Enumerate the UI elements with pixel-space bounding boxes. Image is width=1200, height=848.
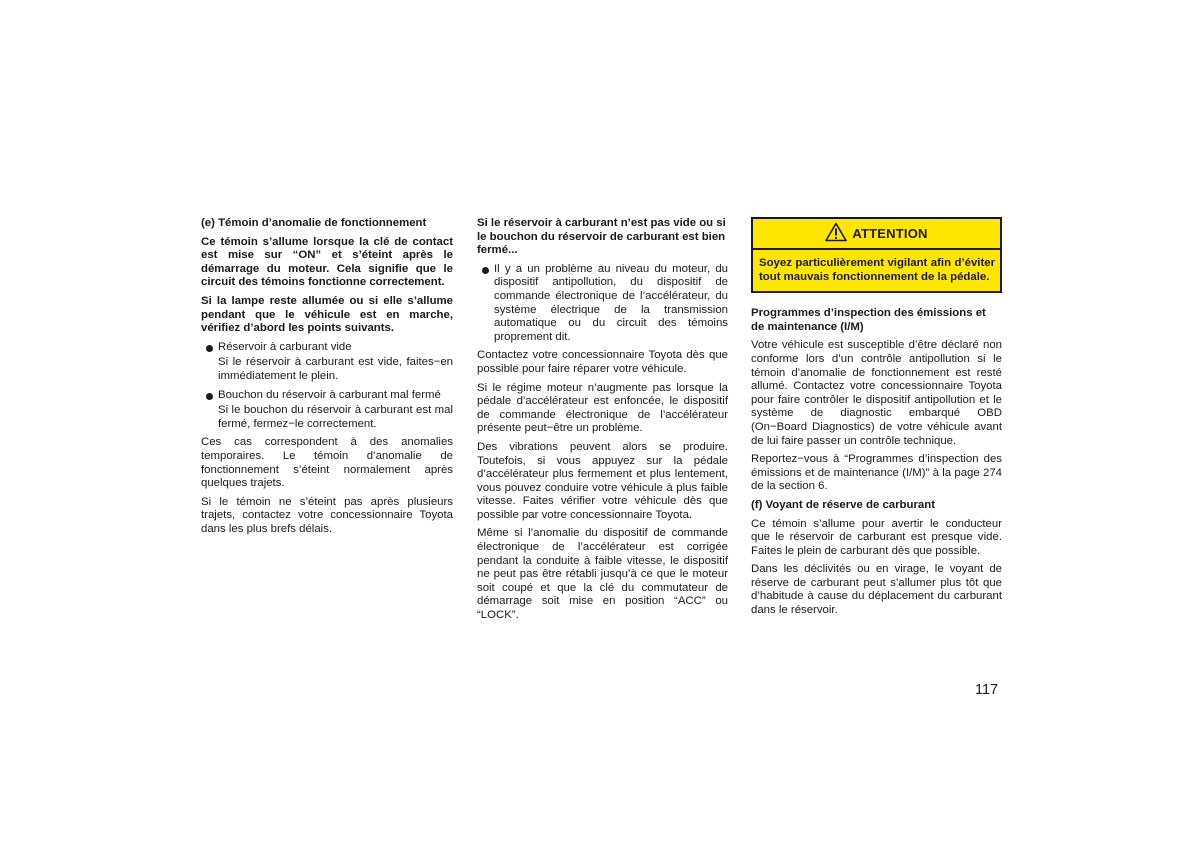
section-heading-tank-not-empty: Si le réservoir à carburant n’est pas vide ou si le bouchon du réservoir de carburant est bien fermé... — [477, 217, 726, 257]
paragraph-slopes-turns: Dans les déclivités ou en virage, le voyant de réserve de carburant peut s’allumer plus tôt que d’habitude à cause du déplacement du carburant dans le réservoir. — [751, 563, 1002, 617]
section-heading-fuel-reserve: (f) Voyant de réserve de carburant — [751, 498, 935, 511]
bullet-dot-icon — [206, 345, 213, 352]
paragraph-see-page: Reportez−vous à “Programmes d’inspection des émissions et de maintenance (I/M)” à la page 274 de la section 6. — [751, 453, 1002, 493]
page-number: 117 — [975, 682, 999, 698]
attention-label: ATTENTION — [852, 225, 928, 241]
column-middle — [477, 217, 728, 628]
attention-box — [751, 217, 1002, 293]
paragraph-contact-dealer: Si le témoin ne s’éteint pas après plusieurs trajets, contactez votre concessionnaire Toyota dans les plus brefs délais. — [201, 495, 453, 535]
bullet-item-empty-tank — [201, 341, 453, 355]
attention-text: Soyez particulièrement vigilant afin d’éviter tout mauvais fonctionnement de la pédale. — [759, 257, 995, 283]
paragraph-fuel-reserve: Ce témoin s’allume pour avertir le conducteur que le réservoir de carburant est presque vide. Faites le plein de carburant dès que possible. — [751, 517, 1002, 557]
paragraph-contact-dealer-repair: Contactez votre concessionnaire Toyota dès que possible pour faire réparer votre véhicule. — [477, 349, 728, 375]
paragraph-indicator-stays-on: Si la lampe reste allumée ou si elle s’allume pendant que le véhicule est en marche, vérifiez d’abord les points suivants. — [201, 294, 453, 335]
bullet-item-engine-problem — [477, 263, 728, 345]
bullet-dot-icon — [482, 267, 489, 274]
column-right — [751, 217, 1002, 623]
bullet-item-loose-cap — [201, 389, 453, 403]
column-left — [201, 217, 453, 541]
paragraph-engine-speed: Si le régime moteur n’augmente pas lorsque la pédale d’accélérateur est enfoncée, le dispositif de commande électronique de l’accélérateur présente peut−être un problème. — [477, 381, 728, 435]
bullet-text: Réservoir à carburant vide — [218, 340, 352, 353]
paragraph-vibrations: Des vibrations peuvent alors se produire. Toutefois, si vous appuyez sur la pédale d’accélérateur plus fermement et plus lentement, vous pouvez conduire votre véhicule à plus faible vitesse. Faites vérifier votre véhicule dès que possible par votre concessionnaire Toyota. — [477, 440, 728, 521]
bullet-detail-loose-cap: Si le bouchon du réservoir à carburant est mal fermé, fermez−le correctement. — [218, 404, 453, 430]
bullet-detail-empty-tank: Si le réservoir à carburant est vide, faites−en immédiatement le plein. — [218, 356, 453, 382]
bullet-dot-icon — [206, 393, 213, 400]
bullet-text: Bouchon du réservoir à carburant mal fermé — [218, 388, 441, 401]
paragraph-temporary-anomalies: Ces cas correspondent à des anomalies temporaires. Le témoin d’anomalie de fonctionnement s’éteint normalement après quelques trajets. — [201, 436, 453, 490]
section-heading-im-programs: Programmes d’inspection des émissions et de maintenance (I/M) — [751, 307, 986, 333]
warning-triangle-icon — [825, 222, 852, 245]
bullet-text: Il y a un problème au niveau du moteur, du dispositif antipollution, du dispositif de commande électronique de l’accélérateur, du système électrique de la transmission automatique ou du circuit des témoins proprement dit. — [494, 262, 728, 343]
paragraph-indicator-normal: Ce témoin s’allume lorsque la clé de contact est mise sur “ON” et s’éteint après le démarrage du moteur. Cela signifie que le circuit des témoins fonctionne correctement. — [201, 235, 453, 289]
paragraph-reset: Même si l’anomalie du dispositif de commande électronique de l’accélérateur est corrigée pendant la conduite à faible vitesse, le dispositif ne peut pas être rétabli jusqu’à ce que le moteur soit coupé et que la clé du commutateur de démarrage soit mise en position “ACC” ou “LOCK”. — [477, 527, 728, 622]
attention-header — [753, 219, 1000, 250]
section-heading-malfunction-indicator: (e) Témoin d’anomalie de fonctionnement — [201, 217, 427, 229]
paragraph-im-inspection: Votre véhicule est susceptible d’être déclaré non conforme lors d’un contrôle antipollution si le témoin d’anomalie de fonctionnement est resté allumé. Contactez votre concessionnaire Toyota pour faire contrôler le dispositif antipollution et le système de diagnostic embarqué OBD (On−Board Diagnostics) de votre véhicule avant de lui faire passer un contrôle technique. — [751, 339, 1002, 447]
